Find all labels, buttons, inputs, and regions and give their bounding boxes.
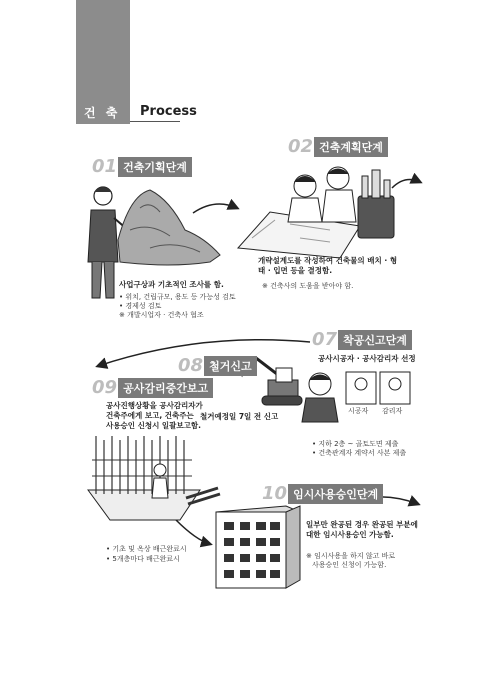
step-09-header xyxy=(92,378,213,398)
step-number: 07 xyxy=(312,329,338,350)
step-07-bullet: • 지하 2층 ~ 골토도면 제출 xyxy=(312,440,399,448)
land-mound-illustration xyxy=(118,190,220,265)
step-title: 착공신고단계 xyxy=(338,330,412,350)
planning-illustration xyxy=(238,167,394,258)
step-10-desc-line: 일부만 완공된 경우 완공된 부분에 xyxy=(306,520,418,529)
step-08-header xyxy=(178,356,257,376)
construction-site-illustration xyxy=(88,436,220,520)
arrow-2-next xyxy=(392,180,420,188)
step-title: 임시사용승인단계 xyxy=(288,484,383,504)
step-09-desc-line: 사용승인 신청시 일괄보고함. xyxy=(106,421,202,430)
step-08-desc: 철거예정일 7일 전 신고 xyxy=(200,412,279,421)
section-title: Process xyxy=(140,104,197,119)
step-title: 건축계획단계 xyxy=(314,137,388,157)
step-number: 01 xyxy=(92,156,118,177)
step-09-bullet: • 기초 및 옥상 배근완료시 xyxy=(106,545,187,553)
step-07-bullet: • 건축관계자 계약서 사본 제출 xyxy=(312,449,407,457)
step-02-note: ※ 건축사의 도움을 받아야 함. xyxy=(262,282,354,290)
step-09-bullet: • 5개층마다 배근완료시 xyxy=(106,555,180,563)
step-title: 철거신고 xyxy=(204,356,257,376)
step-title: 건축기획단계 xyxy=(118,157,192,177)
step-title: 공사감리중간보고 xyxy=(118,378,213,398)
step-number: 02 xyxy=(288,136,314,157)
step-10-note-line: ※ 임시사용을 하지 않고 바로 xyxy=(306,552,396,560)
section-tab-label: 건 축 xyxy=(84,106,121,120)
sign-label-builder: 시공자 xyxy=(348,407,369,415)
step-09-desc-line: 공사진행상황을 공사감리자가 xyxy=(106,401,203,410)
arrow-1-2 xyxy=(193,204,237,213)
step-01-bullet: • 경제성 검토 xyxy=(119,302,162,310)
building-illustration xyxy=(216,506,300,588)
step-02-desc: 개략설계도를 작성하여 건축물의 배치 · 형태 · 입면 등을 결정함. xyxy=(258,256,398,275)
step-10-header xyxy=(262,484,383,504)
step-01-bullet: • 위치, 건립규모, 용도 등 가능성 검토 xyxy=(119,293,236,301)
step-10-desc-line: 대한 임시사용승인 가능함. xyxy=(306,530,394,539)
arrow-9-10 xyxy=(176,520,210,544)
step-07-header xyxy=(312,330,412,350)
step-07-desc: 공사시공자 · 공사감리자 선정 xyxy=(318,354,416,363)
step-number: 09 xyxy=(92,377,118,398)
step-01-desc: 사업구상과 기초적인 조사를 함. xyxy=(119,280,224,289)
step-number: 08 xyxy=(178,355,204,376)
step-09-desc-line: 건축주에게 보고, 건축주는 xyxy=(106,411,194,420)
step-02-header xyxy=(288,137,388,157)
step-number: 10 xyxy=(262,483,288,504)
step-01-bullet: ※ 개발시업자 · 건축사 협조 xyxy=(119,311,204,319)
step-01-header xyxy=(92,157,192,177)
sign-label-supervisor: 감리자 xyxy=(382,407,403,415)
step-10-note-line: 사용승인 신청이 가능함. xyxy=(312,561,387,569)
